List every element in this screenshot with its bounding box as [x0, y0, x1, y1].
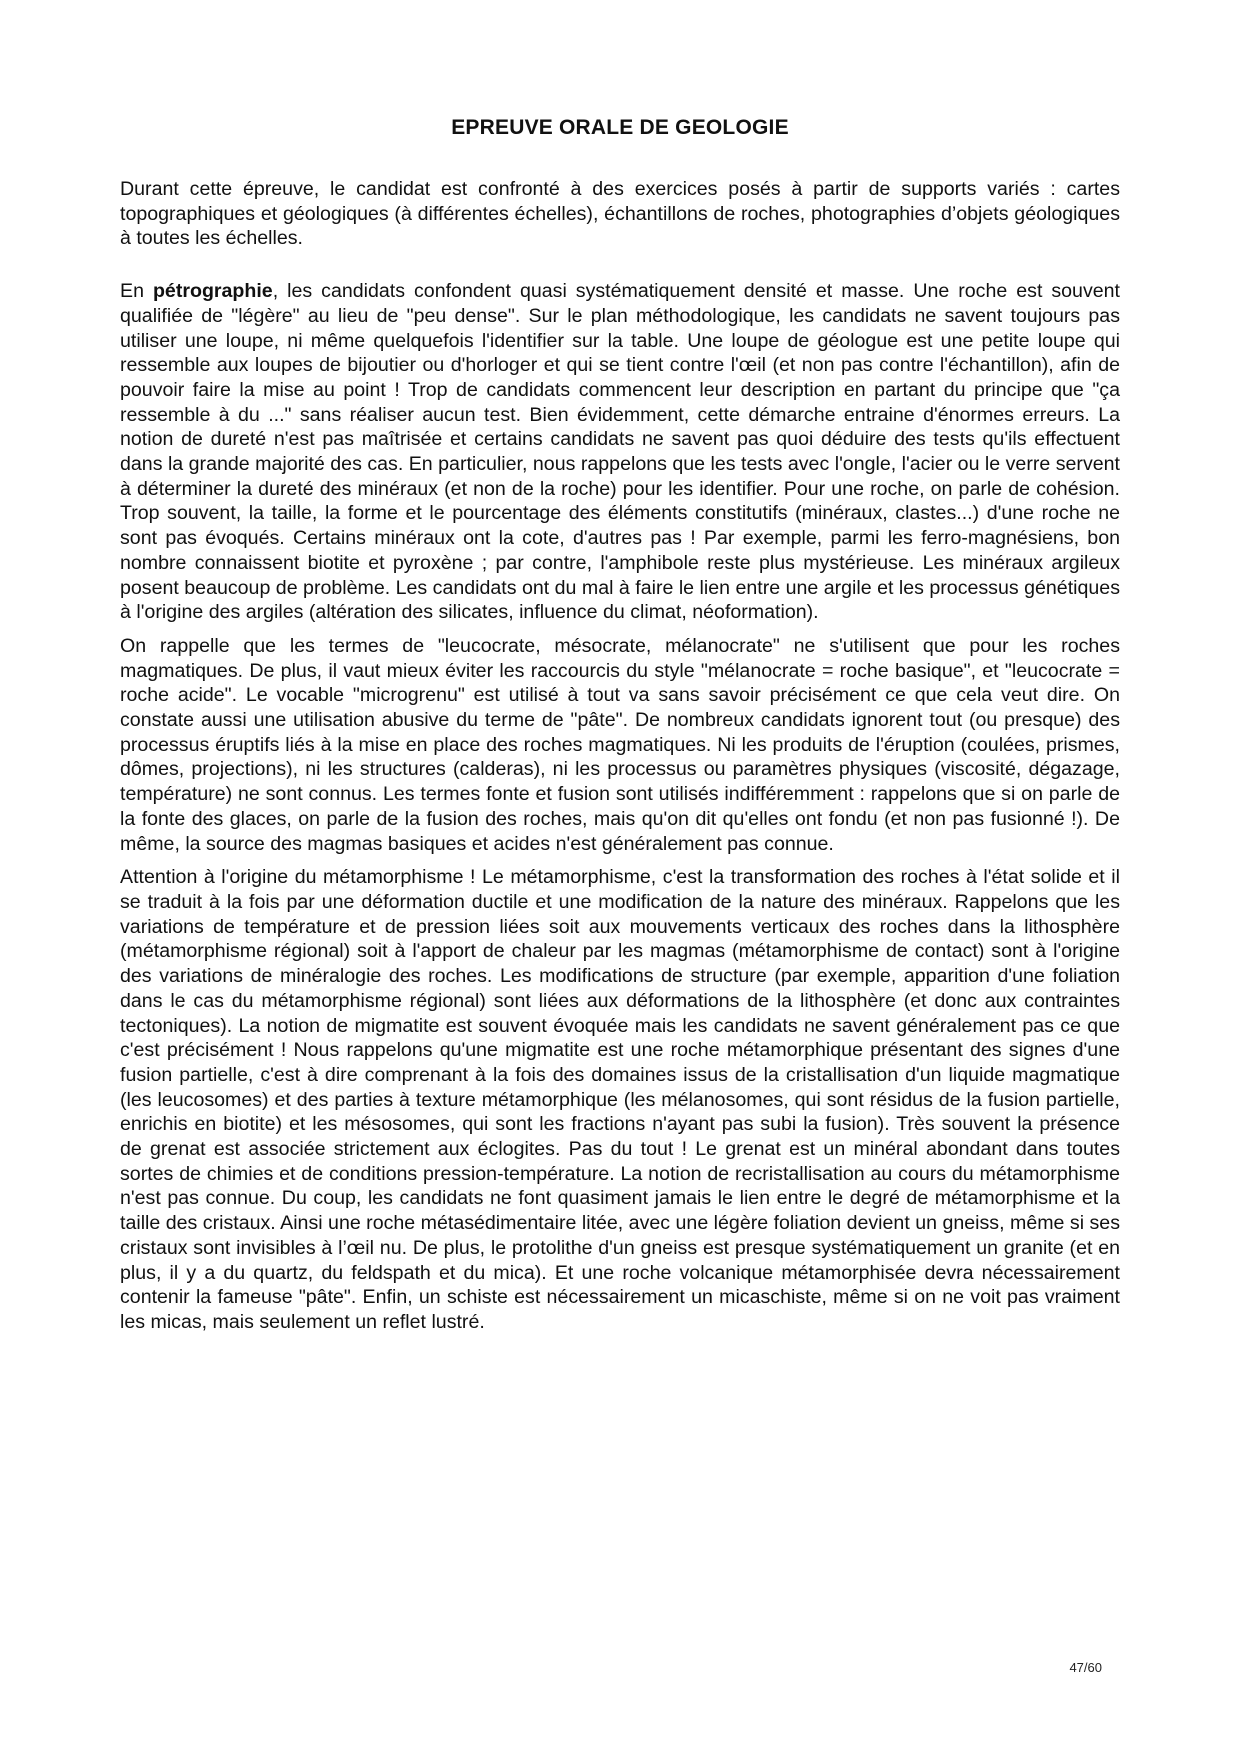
- page-number: 47/60: [1069, 1660, 1102, 1675]
- petrography-prefix: En: [120, 280, 153, 303]
- magmatic-paragraph: On rappelle que les termes de "leucocrate, mésocrate, mélanocrate" ne s'utilisent que pour les roches magmatiques. De plus, il vaut mieux éviter les raccourcis du style "mélanocrate = roche basique", et "leucocrate = roche acide". Le vocable "microgrenu" est utilisé à tout va sans savoir précisément ce que cela veut dire. On constate aussi une utilisation abusive du terme de "pâte". De nombreux candidats ignorent tout (ou presque) des processus éruptifs liés à la mise en place des roches magmatiques. Ni les produits de l'éruption (coulées, prismes, dômes, projections), ni les structures (calderas), ni les processus ou paramètres physiques (viscosité, dégazage, température) ne sont connus. Les termes fonte et fusion sont utilisés indifféremment : rappelons que si on parle de la fonte des glaces, on parle de la fusion des roches, mais qu'on dit qu'elles ont fondu (et non pas fusionné !). De même, la source des magmas basiques et acides n'est généralement pas connue.: [120, 634, 1120, 855]
- document-body: [120, 177, 1120, 1344]
- document-page: [120, 0, 1120, 1754]
- page-title: EPREUVE ORALE DE GEOLOGIE: [451, 116, 789, 139]
- petrography-term: pétrographie: [152, 280, 273, 303]
- metamorphism-paragraph: Attention à l'origine du métamorphisme ! Le métamorphisme, c'est la transformation des roches à l'état solide et il se traduit à la fois par une déformation ductile et une modification de la nature des minéraux. Rappelons que les variations de température et de pression liées soit aux mouvements verticaux des roches dans la lithosphère (métamorphisme régional) soit à l'apport de chaleur par les magmas (métamorphisme de contact) sont à l'origine des variations de minéralogie des roches. Les modifications de structure (par exemple, apparition d'une foliation dans le cas du métamorphisme régional) sont liées aux déformations de la lithosphère (et donc aux contraintes tectoniques). La notion de migmatite est souvent évoquée mais les candidats ne savent généralement pas ce que c'est précisément ! Nous rappelons qu'une migmatite est une roche métamorphique présentant des signes d'une fusion partielle, c'est à dire comprenant à la fois des domaines issus de la cristallisation d'un liquide magmatique (les leucosomes) et des parties à texture métamorphique (les mélanosomes, qui sont résidus de la fusion partielle, enrichis en biotite) et les mésosomes, qui sont les fractions n'ayant pas subi la fusion). Très souvent la présence de grenat est associée strictement aux éclogites. Pas du tout ! Le grenat est un minéral abondant dans toutes sortes de chimies et de conditions pression-température. La notion de recristallisation au cours du métamorphisme n'est pas connue. Du coup, les candidats ne font quasiment jamais le lien entre le degré de métamorphisme et la taille des cristaux. Ainsi une roche métasédimentaire litée, avec une légère foliation devient un gneiss, même si ses cristaux sont invisibles à l’œil nu. De plus, le protolithe d'un gneiss est presque systématiquement un granite (et en plus, il y a du quartz, du feldspath et du mica). Et une roche volcanique métamorphisée devra nécessairement contenir la fameuse "pâte". Enfin, un schiste est nécessairement un micaschiste, même si on ne voit pas vraiment les micas, mais seulement un reflet lustré.: [120, 866, 1120, 1333]
- intro-paragraph: Durant cette épreuve, le candidat est confronté à des exercices posés à partir de supports variés : cartes topographiques et géologiques (à différentes échelles), échantillons de roches, photographies d’objets géologiques à toutes les échelles.: [120, 178, 1120, 250]
- petrography-text: , les candidats confondent quasi systématiquement densité et masse. Une roche est souvent qualifiée de "légère" au lieu de "peu dense". Sur le plan méthodologique, les candidats ne savent toujours pas utiliser une loupe, ni même quelquefois l'identifier sur la table. Une loupe de géologue est une petite loupe qui ressemble aux loupes de bijoutier ou d'horloger et qui se tient contre l'œil (et non pas contre l'échantillon), afin de pouvoir faire la mise au point ! Trop de candidats commencent leur description en partant du principe que "ça ressemble à du ..." sans réaliser aucun test. Bien évidemment, cette démarche entraine d'énormes erreurs. La notion de dureté n'est pas maîtrisée et certains candidats ne savent pas quoi déduire des tests qu'ils effectuent dans la grande majorité des cas. En particulier, nous rappelons que les tests avec l'ongle, l'acier ou le verre servent à déterminer la dureté des minéraux (et non de la roche) pour les identifier. Pour une roche, on parle de cohésion. Trop souvent, la taille, la forme et le pourcentage des éléments constitutifs (minéraux, clastes...) d'une roche ne sont pas évoqués. Certains minéraux ont la cote, d'autres pas ! Par exemple, parmi les ferro-magnésiens, bon nombre connaissent biotite et pyroxène ; par contre, l'amphibole reste plus mystérieuse. Les minéraux argileux posent beaucoup de problème. Les candidats ont du mal à faire le lien entre une argile et les processus génétiques à l'origine des argiles (altération des silicates, influence du climat, néoformation).: [120, 280, 1120, 624]
- petrography-paragraph: [120, 279, 1120, 625]
